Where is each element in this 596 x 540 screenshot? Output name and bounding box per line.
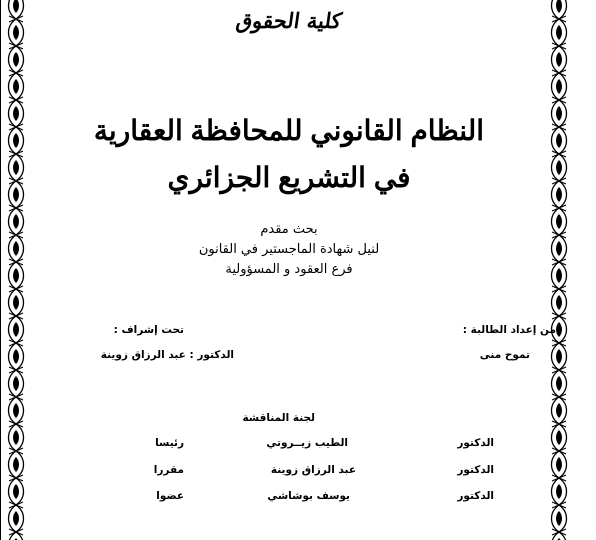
border-link-ornament (9, 313, 24, 343)
committee-member-title: الدكتور (457, 437, 494, 449)
supervisor-name: الدكتور : عبد الرزاق زوينة (100, 349, 234, 361)
committee-heading: لجنة المناقشة (242, 412, 315, 424)
border-link-ornament (9, 232, 24, 262)
border-link-ornament (552, 205, 567, 235)
border-link-ornament (552, 529, 567, 540)
supervision-label: تحت إشراف : (113, 324, 184, 336)
committee-member-name: عبد الرزاق زوينة (270, 464, 356, 476)
border-link-ornament (9, 421, 24, 451)
committee-member-name: الطيب زيــروتي (266, 437, 348, 449)
border-link-ornament (552, 70, 567, 100)
border-link-ornament (552, 0, 567, 19)
border-link-ornament (9, 448, 24, 478)
border-link-ornament (9, 178, 24, 208)
border-link-ornament (552, 367, 567, 397)
border-link-ornament (9, 0, 24, 19)
border-link-ornament (552, 394, 567, 424)
committee-member-title: الدكتور (457, 464, 494, 476)
committee-member-role: عضوا (156, 490, 184, 502)
border-link-ornament (552, 421, 567, 451)
border-link-ornament (9, 43, 24, 73)
subtitle-line-1: بحث مقدم (260, 222, 318, 237)
border-link-ornament (552, 124, 567, 154)
border-link-ornament (9, 16, 24, 46)
committee-member-name: يوسف بوشاشي (267, 490, 350, 502)
border-link-ornament (9, 151, 24, 181)
thesis-title-line-1: النظام القانوني للمحافظة العقارية (93, 115, 485, 146)
border-link-ornament (9, 70, 24, 100)
prepared-by-label: من إعداد الطالبة : (462, 324, 556, 336)
border-link-ornament (9, 205, 24, 235)
border-link-ornament (552, 232, 567, 262)
subtitle-line-2: لنيل شهادة الماجستير في القانون (198, 242, 380, 257)
committee-member-role: رئيسا (155, 437, 184, 449)
border-link-ornament (552, 259, 567, 289)
border-link-ornament (9, 394, 24, 424)
border-link-ornament (9, 124, 24, 154)
border-link-ornament (552, 502, 567, 532)
subtitle-line-3: فرع العقود و المسؤولية (225, 262, 353, 277)
student-name: تموح منى (479, 349, 530, 361)
border-link-ornament (552, 448, 567, 478)
right-decorative-border (550, 0, 568, 540)
committee-member-title: الدكتور (457, 490, 494, 502)
border-link-ornament (552, 340, 567, 370)
left-decorative-border (7, 0, 25, 540)
border-link-ornament (552, 475, 567, 505)
border-link-ornament (9, 97, 24, 127)
border-link-ornament (9, 475, 24, 505)
left-edge-rule (0, 0, 1, 540)
border-link-ornament (552, 43, 567, 73)
border-link-ornament (9, 529, 24, 540)
border-link-ornament (552, 16, 567, 46)
border-link-ornament (9, 502, 24, 532)
thesis-title-line-2: في التشريع الجزائري (167, 162, 411, 193)
border-link-ornament (9, 286, 24, 316)
border-link-ornament (9, 367, 24, 397)
border-link-ornament (552, 97, 567, 127)
border-link-ornament (9, 259, 24, 289)
border-link-ornament (552, 151, 567, 181)
border-link-ornament (552, 178, 567, 208)
faculty-name: كلية الحقوق (234, 8, 344, 33)
border-link-ornament (552, 286, 567, 316)
border-link-ornament (9, 340, 24, 370)
committee-member-role: مقررا (153, 464, 184, 476)
